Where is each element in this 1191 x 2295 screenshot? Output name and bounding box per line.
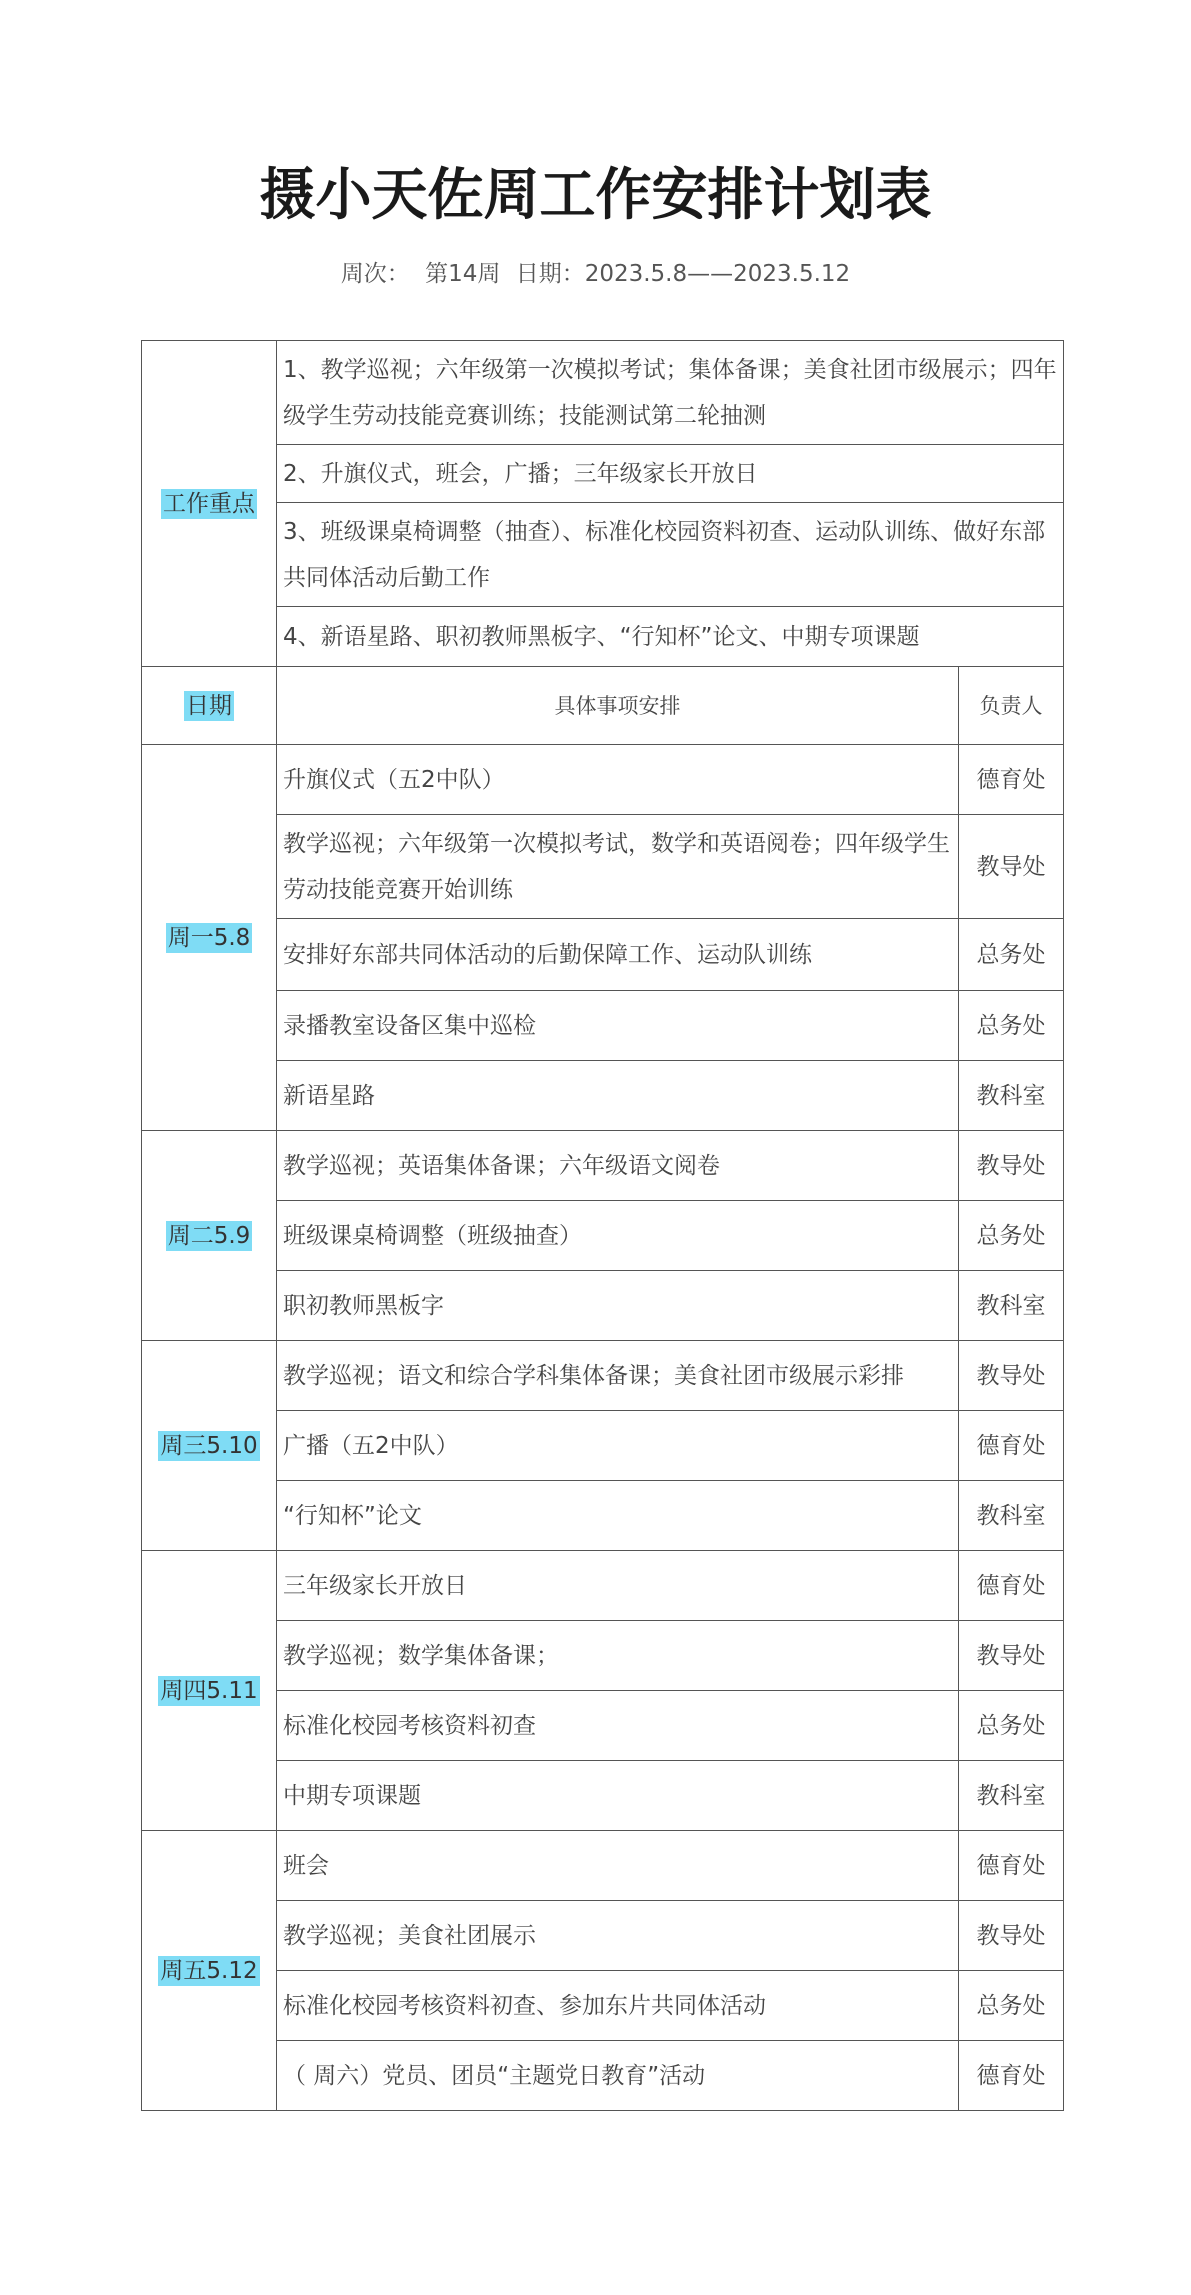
header-date-label: 日期 [186,692,232,719]
task-owner: 德育处 [959,1831,1064,1901]
table-row [142,1971,1064,2041]
plan-table [141,340,1064,2111]
table-row [142,1271,1064,1341]
focus-item: 3、班级课桌椅调整（抽查）、标准化校园资料初查、运动队训练、做好东部共同体活动后勤工作 [277,503,1064,607]
task-owner: 德育处 [959,2041,1064,2111]
task-item: 升旗仪式（五2中队） [277,745,959,815]
task-owner: 教科室 [959,1061,1064,1131]
task-item: 教学巡视；语文和综合学科集体备课；美食社团市级展示彩排 [277,1341,959,1411]
task-owner: 总务处 [959,991,1064,1061]
day-cell-thu [142,1551,277,1831]
task-item: 职初教师黑板字 [277,1271,959,1341]
task-item: 广播（五2中队） [277,1411,959,1481]
focus-row [142,445,1064,503]
table-row [142,1691,1064,1761]
table-row [142,1411,1064,1481]
page-subtitle [0,258,1191,290]
focus-item: 4、新语星路、职初教师黑板字、“行知杯”论文、中期专项课题 [277,607,1064,667]
task-owner: 总务处 [959,1691,1064,1761]
task-owner: 教导处 [959,1131,1064,1201]
day-label: 周二5.9 [167,1222,251,1249]
task-item: 教学巡视；英语集体备课；六年级语文阅卷 [277,1131,959,1201]
task-item: 教学巡视；六年级第一次模拟考试，数学和英语阅卷；四年级学生劳动技能竞赛开始训练 [277,815,959,919]
table-row [142,1341,1064,1411]
day-cell-tue [142,1131,277,1341]
task-owner: 总务处 [959,919,1064,991]
task-item: 教学巡视；数学集体备课； [277,1621,959,1691]
task-owner: 教科室 [959,1481,1064,1551]
day-cell-mon [142,745,277,1131]
focus-row [142,607,1064,667]
task-item: 标准化校园考核资料初查、参加东片共同体活动 [277,1971,959,2041]
day-cell-fri [142,1831,277,2111]
table-row [142,1481,1064,1551]
table-row [142,1901,1064,1971]
task-item: 三年级家长开放日 [277,1551,959,1621]
task-item: 安排好东部共同体活动的后勤保障工作、运动队训练 [277,919,959,991]
table-row [142,1201,1064,1271]
week-value: 第14周 [425,261,501,287]
task-owner: 教科室 [959,1761,1064,1831]
task-item: 录播教室设备区集中巡检 [277,991,959,1061]
header-date [142,667,277,745]
task-owner: 总务处 [959,1971,1064,2041]
table-row [142,815,1064,919]
day-cell-wed [142,1341,277,1551]
task-owner: 教科室 [959,1271,1064,1341]
table-row [142,991,1064,1061]
table-row [142,1621,1064,1691]
task-owner: 德育处 [959,1551,1064,1621]
table-row [142,919,1064,991]
day-label: 周三5.10 [160,1432,258,1459]
table-row [142,1131,1064,1201]
date-range: 日期：2023.5.8——2023.5.12 [515,261,851,287]
focus-label-cell [142,341,277,667]
focus-row [142,341,1064,445]
day-label: 周五5.12 [160,1957,258,1984]
table-row [142,1831,1064,1901]
header-items: 具体事项安排 [277,667,959,745]
task-item: 班级课桌椅调整（班级抽查） [277,1201,959,1271]
table-row [142,1061,1064,1131]
table-header-row [142,667,1064,745]
focus-item: 2、升旗仪式，班会，广播；三年级家长开放日 [277,445,1064,503]
table-row [142,745,1064,815]
table-row [142,1551,1064,1621]
task-item: 中期专项课题 [277,1761,959,1831]
table-row [142,1761,1064,1831]
focus-item: 1、教学巡视；六年级第一次模拟考试；集体备课；美食社团市级展示；四年级学生劳动技能竞赛训练；技能测试第二轮抽测 [277,341,1064,445]
task-owner: 教导处 [959,1621,1064,1691]
task-owner: 教导处 [959,815,1064,919]
task-owner: 德育处 [959,1411,1064,1481]
task-item: 教学巡视；美食社团展示 [277,1901,959,1971]
task-owner: 总务处 [959,1201,1064,1271]
table-row [142,2041,1064,2111]
task-owner: 教导处 [959,1901,1064,1971]
task-owner: 德育处 [959,745,1064,815]
focus-row [142,503,1064,607]
task-item: “行知杯”论文 [277,1481,959,1551]
page-title: 摄小天佐周工作安排计划表 [259,163,932,228]
task-item: 班会 [277,1831,959,1901]
header-owner: 负责人 [959,667,1064,745]
task-owner: 教导处 [959,1341,1064,1411]
task-item: （ 周六）党员、团员“主题党日教育”活动 [277,2041,959,2111]
week-label: 周次： [340,261,410,287]
task-item: 标准化校园考核资料初查 [277,1691,959,1761]
focus-label: 工作重点 [163,490,255,517]
day-label: 周四5.11 [160,1677,258,1704]
task-item: 新语星路 [277,1061,959,1131]
day-label: 周一5.8 [167,924,251,951]
